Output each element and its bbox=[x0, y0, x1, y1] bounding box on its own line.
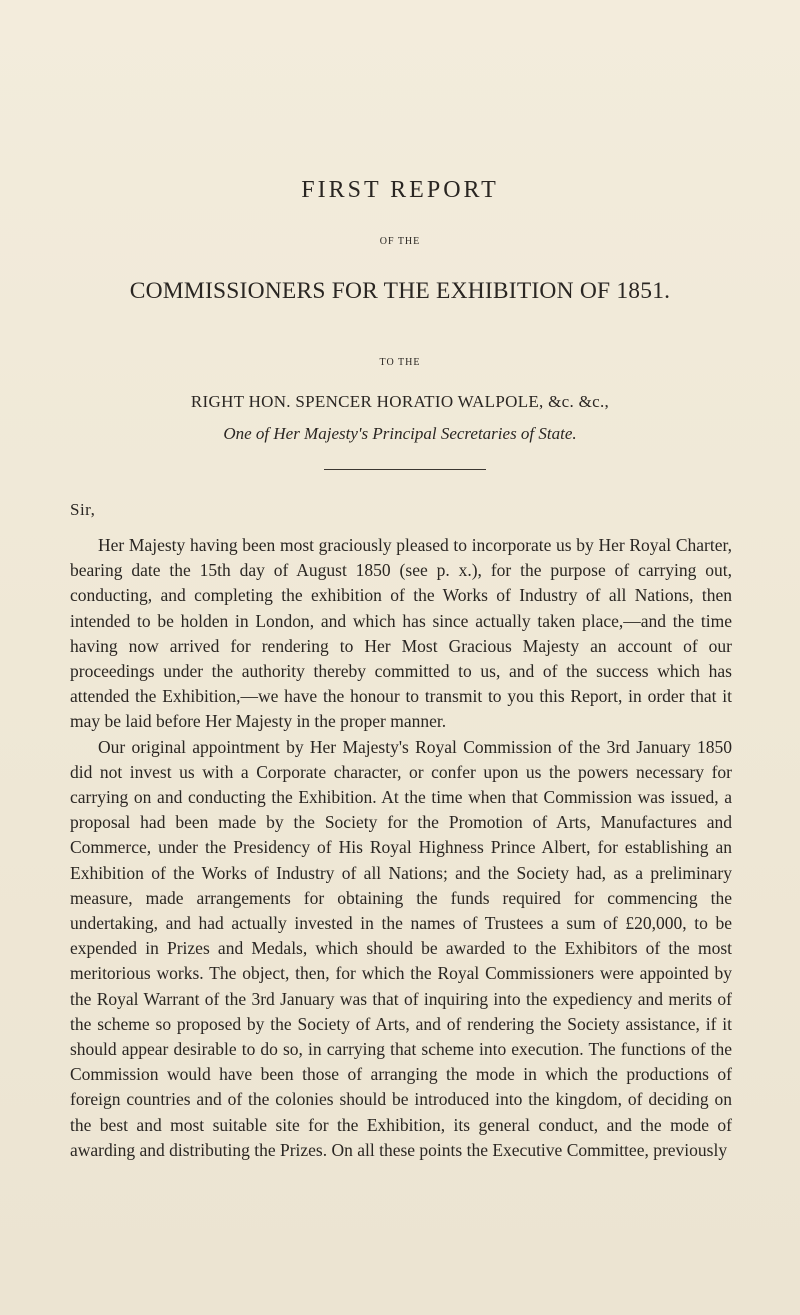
paragraph-2: Our original appointment by Her Majesty's Royal Commission of the 3rd January 1850 did not invest us with a Corporate character, or confer upon us the powers necessary for carrying on and conducting the Exhibition. At the time when that Commission was issued, a proposal had been made by the Society for the Promotion of Arts, Manufactures and Commerce, under the Presidency of His Royal Highness Prince Albert, for establishing an Exhibition of the Works of Industry of all Nations; and the Society had, as a preliminary measure, made arrangements for obtaining the funds required for commencing the undertaking, and had actually invested in the names of Trustees a sum of £20,000, to be expended in Prizes and Medals, which should be awarded to the Exhibitors of the most meritorious works. The object, then, for which the Royal Commissioners were appointed by the Royal Warrant of the 3rd January was that of inquiring into the expediency and merits of the scheme so proposed by the Society of Arts, and of rendering the Society assistance, if it should appear desirable to do so, in carrying that scheme into execution. The functions of the Commission would have been those of arranging the mode in which the productions of foreign countries and of the colonies should be introduced into the kingdom, of deciding on the best and most suitable site for the Exhibition, its general conduct, and the mode of awarding and distributing the Prizes. On all these points the Executive Committee, previously bbox=[70, 736, 732, 1160]
paragraph-1: Her Majesty having been most graciously pleased to incorporate us by Her Royal Charter, bearing date the 15th day of August 1850 (see p. x.), for the purpose of carrying out, conducting, and completing the exhibition of the Works of Industry of all Nations, then intended to be holden in London, and which has since actually taken place,—and the time having now arrived for rendering to Her Most Gracious Majesty an account of our proceedings under the authority thereby committed to us, and of the success which has attended the Exhibition,—we have the honour to transmit to you this Report, in order that it may be laid before Her Majesty in the proper manner. bbox=[70, 535, 732, 732]
to-the-label: TO THE bbox=[379, 357, 421, 368]
of-the-label: OF THE bbox=[379, 236, 421, 247]
letter-body bbox=[70, 533, 732, 1163]
commissioners-heading: COMMISSIONERS FOR THE EXHIBITION OF 1851. bbox=[129, 278, 671, 304]
salutation: Sir, bbox=[70, 500, 96, 519]
addressee-role: One of Her Majesty's Principal Secretaries of State. bbox=[223, 424, 577, 443]
report-title: FIRST REPORT bbox=[301, 177, 499, 203]
addressee-name: RIGHT HON. SPENCER HORATIO WALPOLE, &c. &c., bbox=[190, 392, 610, 411]
divider-rule bbox=[324, 469, 486, 470]
